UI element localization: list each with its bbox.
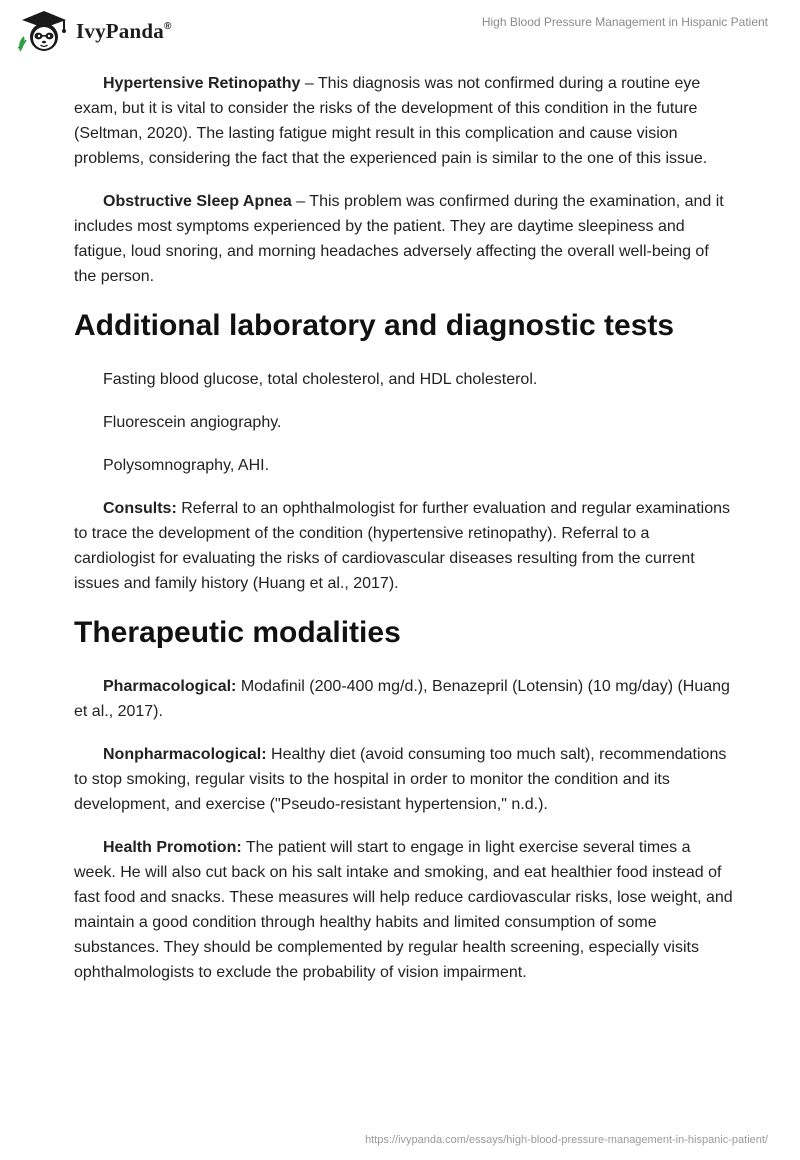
ivypanda-logo[interactable]	[14, 8, 172, 54]
term-nonpharmacological: Nonpharmacological:	[103, 746, 267, 763]
test-item: Fasting blood glucose, total cholesterol, and HDL cholesterol.	[103, 371, 538, 388]
paragraph-health-promotion: Health Promotion: The patient will start to engage in light exercise several times a week. He will also cut back on his salt intake and smoking, and eat healthier food instead of fast food and snacks. These measures will help reduce cardiovascular risks, lose weight, and maintain a good condition through healthy habits and limited consumption of some substances. They should be complemented by regular health screening, especially visits ophthalmologists to exclude the probability of vision impairment.	[74, 839, 733, 981]
source-url-link[interactable]: https://ivypanda.com/essays/high-blood-pressure-management-in-hispanic-patient/	[365, 1134, 768, 1146]
paragraph-sleep-apnea: Obstructive Sleep Apnea – This problem was confirmed during the examination, and it includes most symptoms experienced by the patient. They are daytime sleepiness and fatigue, loud snoring, and morning headaches adversely affecting the overall well-being of the person.	[74, 193, 724, 285]
logo-text: IvyPanda®	[76, 18, 172, 43]
term-health-promotion: Health Promotion:	[103, 839, 242, 856]
paragraph-pharmacological: Pharmacological: Modafinil (200-400 mg/d.), Benazepril (Lotensin) (10 mg/day) (Huang et al., 2017).	[74, 678, 730, 720]
term-consults: Consults:	[103, 500, 177, 517]
paragraph-hypertensive-retinopathy: Hypertensive Retinopathy – This diagnosis was not confirmed during a routine eye exam, but it is vital to consider the risks of the development of this condition in the future (Seltman, 2020). The lasting fatigue might result in this complication and cause vision problems, considering the fact that the experienced pain is similar to the one of this issue.	[74, 75, 708, 167]
essay-body	[74, 71, 734, 1003]
term-sleep-apnea: Obstructive Sleep Apnea	[103, 193, 292, 210]
test-item: Fluorescein angiography.	[103, 414, 282, 431]
paragraph-nonpharmacological: Nonpharmacological: Healthy diet (avoid consuming too much salt), recommendations to stop smoking, regular visits to the hospital in order to monitor the condition and its development, and exercise ("Pseudo-resistant hypertension," n.d.).	[74, 746, 727, 813]
panda-graduate-icon	[14, 8, 72, 54]
heading-therapeutic-modalities: Therapeutic modalities	[74, 616, 401, 649]
paragraph-consults: Consults: Referral to an ophthalmologist for further evaluation and regular examinations to trace the development of the condition (hypertensive retinopathy). Referral to a cardiologist for evaluating the risks of cardiovascular diseases resulting from the current issues and family history (Huang et al., 2017).	[74, 500, 730, 592]
term-pharmacological: Pharmacological:	[103, 678, 237, 695]
heading-additional-tests: Additional laboratory and diagnostic tests	[74, 309, 675, 342]
term-hypertensive-retinopathy: Hypertensive Retinopathy	[103, 75, 301, 92]
page-header	[0, 0, 800, 62]
test-item: Polysomnography, AHI.	[103, 457, 270, 474]
document-title: High Blood Pressure Management in Hispanic Patient	[481, 15, 768, 29]
